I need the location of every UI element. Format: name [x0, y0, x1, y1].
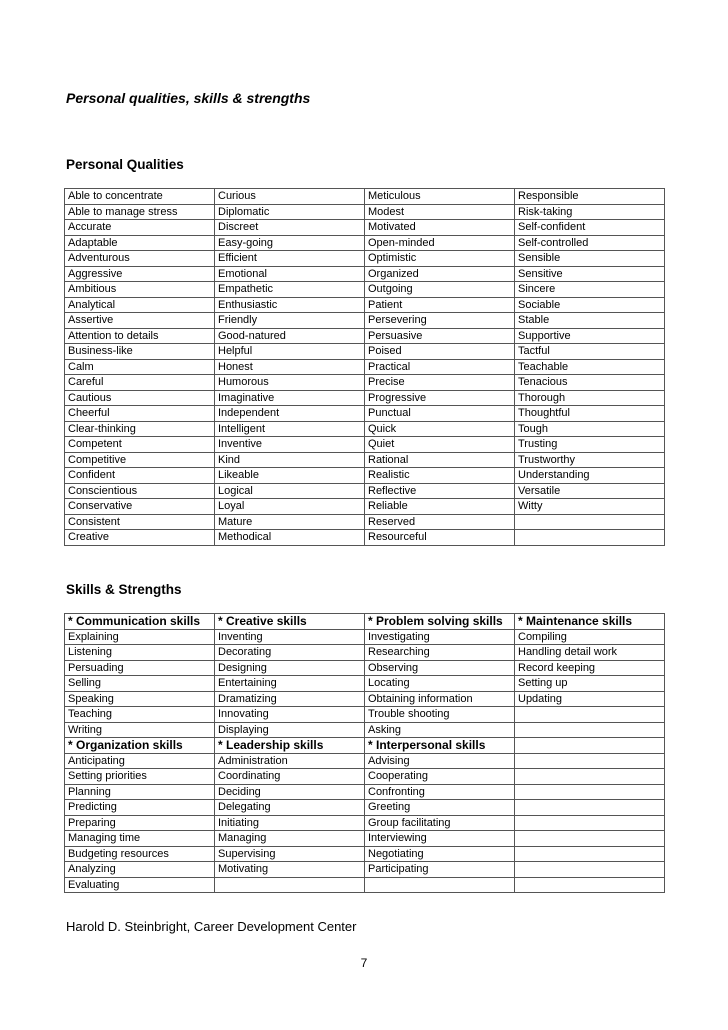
table-cell: Setting up	[515, 676, 665, 692]
table-cell: Managing	[215, 831, 365, 847]
table-row	[65, 514, 665, 530]
page-number: 7	[360, 956, 368, 970]
skills-section-title: Skills & Strengths	[66, 582, 182, 597]
table-cell: Compiling	[515, 629, 665, 645]
skill-category-header: * Problem solving skills	[365, 614, 515, 630]
page-title: Personal qualities, skills & strengths	[66, 90, 311, 106]
table-row	[65, 784, 665, 800]
table-cell: Participating	[365, 862, 515, 878]
table-cell: Handling detail work	[515, 645, 665, 661]
table-row	[65, 282, 665, 298]
table-row	[65, 831, 665, 847]
table-cell: Innovating	[215, 707, 365, 723]
table-row	[65, 660, 665, 676]
table-cell: Calm	[65, 359, 215, 375]
table-cell: Meticulous	[365, 189, 515, 205]
table-row	[65, 220, 665, 236]
table-cell: Enthusiastic	[215, 297, 365, 313]
table-cell: Precise	[365, 375, 515, 391]
table-cell: Teaching	[65, 707, 215, 723]
table-cell: Careful	[65, 375, 215, 391]
table-row	[65, 862, 665, 878]
table-cell: Able to concentrate	[65, 189, 215, 205]
table-cell: Trouble shooting	[365, 707, 515, 723]
skills-table	[64, 613, 665, 893]
table-cell: Cooperating	[365, 769, 515, 785]
table-row	[65, 328, 665, 344]
table-cell: Consistent	[65, 514, 215, 530]
table-cell: Progressive	[365, 390, 515, 406]
table-cell: Reflective	[365, 483, 515, 499]
table-row	[65, 344, 665, 360]
table-cell: Creative	[65, 530, 215, 546]
skill-category-header: * Organization skills	[65, 738, 215, 754]
table-row	[65, 483, 665, 499]
skill-category-header: * Maintenance skills	[515, 614, 665, 630]
table-row	[65, 877, 665, 893]
table-cell: Quick	[365, 421, 515, 437]
table-cell: Poised	[365, 344, 515, 360]
table-cell: Trustworthy	[515, 452, 665, 468]
table-cell: Mature	[215, 514, 365, 530]
table-cell: Emotional	[215, 266, 365, 282]
table-cell: Honest	[215, 359, 365, 375]
table-cell: Methodical	[215, 530, 365, 546]
table-cell: Rational	[365, 452, 515, 468]
skill-category-header: * Interpersonal skills	[365, 738, 515, 754]
table-cell: Witty	[515, 499, 665, 515]
table-cell: Imaginative	[215, 390, 365, 406]
table-cell: Writing	[65, 722, 215, 738]
table-cell: Ambitious	[65, 282, 215, 298]
table-cell: Asking	[365, 722, 515, 738]
table-cell: Researching	[365, 645, 515, 661]
table-cell: Inventive	[215, 437, 365, 453]
table-row	[65, 645, 665, 661]
table-cell: Kind	[215, 452, 365, 468]
table-cell: Displaying	[215, 722, 365, 738]
table-cell: Efficient	[215, 251, 365, 267]
table-cell: Setting priorities	[65, 769, 215, 785]
table-row	[65, 390, 665, 406]
table-cell	[365, 877, 515, 893]
table-cell: Risk-taking	[515, 204, 665, 220]
table-cell: Cautious	[65, 390, 215, 406]
table-cell: Supportive	[515, 328, 665, 344]
table-cell: Interviewing	[365, 831, 515, 847]
table-cell: Locating	[365, 676, 515, 692]
skills-header-row	[65, 614, 665, 630]
table-cell: Persevering	[365, 313, 515, 329]
table-row	[65, 359, 665, 375]
table-cell: Tough	[515, 421, 665, 437]
table-row	[65, 189, 665, 205]
table-row	[65, 406, 665, 422]
skill-category-header: * Leadership skills	[215, 738, 365, 754]
table-row	[65, 722, 665, 738]
table-cell: Evaluating	[65, 877, 215, 893]
table-row	[65, 691, 665, 707]
table-cell: Analyzing	[65, 862, 215, 878]
skill-category-header: * Communication skills	[65, 614, 215, 630]
table-cell: Persuading	[65, 660, 215, 676]
table-cell: Conservative	[65, 499, 215, 515]
table-cell: Trusting	[515, 437, 665, 453]
table-cell: Reliable	[365, 499, 515, 515]
table-cell: Record keeping	[515, 660, 665, 676]
table-cell: Self-controlled	[515, 235, 665, 251]
table-cell: Listening	[65, 645, 215, 661]
table-cell: Supervising	[215, 846, 365, 862]
table-cell: Outgoing	[365, 282, 515, 298]
table-row	[65, 297, 665, 313]
table-cell: Intelligent	[215, 421, 365, 437]
table-cell: Cheerful	[65, 406, 215, 422]
table-cell: Reserved	[365, 514, 515, 530]
table-cell	[515, 877, 665, 893]
table-cell: Dramatizing	[215, 691, 365, 707]
table-cell: Teachable	[515, 359, 665, 375]
table-cell	[515, 707, 665, 723]
table-cell: Thorough	[515, 390, 665, 406]
table-row	[65, 375, 665, 391]
table-cell: Empathetic	[215, 282, 365, 298]
table-cell: Aggressive	[65, 266, 215, 282]
table-cell: Humorous	[215, 375, 365, 391]
table-row	[65, 753, 665, 769]
skills-header-row	[65, 738, 665, 754]
table-cell	[515, 753, 665, 769]
table-cell: Designing	[215, 660, 365, 676]
table-cell: Organized	[365, 266, 515, 282]
table-cell: Confronting	[365, 784, 515, 800]
table-cell: Confident	[65, 468, 215, 484]
table-cell: Adaptable	[65, 235, 215, 251]
table-row	[65, 800, 665, 816]
table-cell: Administration	[215, 753, 365, 769]
table-cell: Helpful	[215, 344, 365, 360]
table-cell: Conscientious	[65, 483, 215, 499]
table-cell: Competitive	[65, 452, 215, 468]
skill-category-header	[515, 738, 665, 754]
table-cell	[515, 800, 665, 816]
table-cell: Patient	[365, 297, 515, 313]
table-cell: Greeting	[365, 800, 515, 816]
table-cell: Obtaining information	[365, 691, 515, 707]
table-cell: Planning	[65, 784, 215, 800]
table-cell: Resourceful	[365, 530, 515, 546]
table-cell: Competent	[65, 437, 215, 453]
table-cell	[515, 514, 665, 530]
table-cell: Loyal	[215, 499, 365, 515]
table-cell: Advising	[365, 753, 515, 769]
table-cell: Understanding	[515, 468, 665, 484]
table-cell: Preparing	[65, 815, 215, 831]
table-row	[65, 235, 665, 251]
table-cell: Investigating	[365, 629, 515, 645]
table-row	[65, 629, 665, 645]
table-row	[65, 452, 665, 468]
table-cell: Tenacious	[515, 375, 665, 391]
table-cell: Sensible	[515, 251, 665, 267]
table-row	[65, 266, 665, 282]
table-cell: Adventurous	[65, 251, 215, 267]
table-cell	[515, 815, 665, 831]
table-cell: Selling	[65, 676, 215, 692]
table-cell: Entertaining	[215, 676, 365, 692]
table-cell: Tactful	[515, 344, 665, 360]
footer-credit: Harold D. Steinbright, Career Development Center	[66, 919, 357, 934]
table-cell: Versatile	[515, 483, 665, 499]
table-cell: Self-confident	[515, 220, 665, 236]
table-cell: Speaking	[65, 691, 215, 707]
table-cell: Thoughtful	[515, 406, 665, 422]
table-row	[65, 251, 665, 267]
table-row	[65, 313, 665, 329]
table-cell: Motivated	[365, 220, 515, 236]
table-cell: Curious	[215, 189, 365, 205]
table-row	[65, 468, 665, 484]
table-cell: Coordinating	[215, 769, 365, 785]
table-row	[65, 499, 665, 515]
table-cell: Initiating	[215, 815, 365, 831]
table-cell: Realistic	[365, 468, 515, 484]
table-cell: Analytical	[65, 297, 215, 313]
table-cell: Modest	[365, 204, 515, 220]
table-cell: Negotiating	[365, 846, 515, 862]
table-cell: Updating	[515, 691, 665, 707]
table-cell	[515, 846, 665, 862]
table-row	[65, 676, 665, 692]
table-cell: Predicting	[65, 800, 215, 816]
table-cell: Persuasive	[365, 328, 515, 344]
table-cell: Punctual	[365, 406, 515, 422]
skill-category-header: * Creative skills	[215, 614, 365, 630]
table-row	[65, 437, 665, 453]
table-cell: Decorating	[215, 645, 365, 661]
table-row	[65, 421, 665, 437]
table-row	[65, 769, 665, 785]
table-row	[65, 846, 665, 862]
table-cell	[515, 530, 665, 546]
table-cell: Budgeting resources	[65, 846, 215, 862]
table-cell: Likeable	[215, 468, 365, 484]
table-cell: Sociable	[515, 297, 665, 313]
table-cell: Good-natured	[215, 328, 365, 344]
table-cell: Sincere	[515, 282, 665, 298]
table-cell: Accurate	[65, 220, 215, 236]
table-cell: Optimistic	[365, 251, 515, 267]
table-cell: Managing time	[65, 831, 215, 847]
table-cell: Group facilitating	[365, 815, 515, 831]
table-cell: Attention to details	[65, 328, 215, 344]
table-cell: Inventing	[215, 629, 365, 645]
table-cell: Stable	[515, 313, 665, 329]
table-cell: Clear-thinking	[65, 421, 215, 437]
table-cell	[515, 722, 665, 738]
table-cell: Logical	[215, 483, 365, 499]
table-cell: Observing	[365, 660, 515, 676]
qualities-table	[64, 188, 665, 546]
table-cell: Friendly	[215, 313, 365, 329]
table-cell: Able to manage stress	[65, 204, 215, 220]
table-row	[65, 707, 665, 723]
table-cell: Assertive	[65, 313, 215, 329]
table-cell: Quiet	[365, 437, 515, 453]
table-row	[65, 204, 665, 220]
table-row	[65, 530, 665, 546]
table-row	[65, 815, 665, 831]
qualities-section-title: Personal Qualities	[66, 157, 184, 172]
table-cell: Easy-going	[215, 235, 365, 251]
table-cell: Practical	[365, 359, 515, 375]
table-cell: Responsible	[515, 189, 665, 205]
table-cell: Explaining	[65, 629, 215, 645]
table-cell: Anticipating	[65, 753, 215, 769]
table-cell	[515, 784, 665, 800]
table-cell: Independent	[215, 406, 365, 422]
table-cell: Discreet	[215, 220, 365, 236]
table-cell	[515, 831, 665, 847]
table-cell: Open-minded	[365, 235, 515, 251]
table-cell	[515, 769, 665, 785]
table-cell	[515, 862, 665, 878]
table-cell: Business-like	[65, 344, 215, 360]
table-cell: Diplomatic	[215, 204, 365, 220]
table-cell: Delegating	[215, 800, 365, 816]
table-cell: Deciding	[215, 784, 365, 800]
table-cell	[215, 877, 365, 893]
table-cell: Motivating	[215, 862, 365, 878]
table-cell: Sensitive	[515, 266, 665, 282]
